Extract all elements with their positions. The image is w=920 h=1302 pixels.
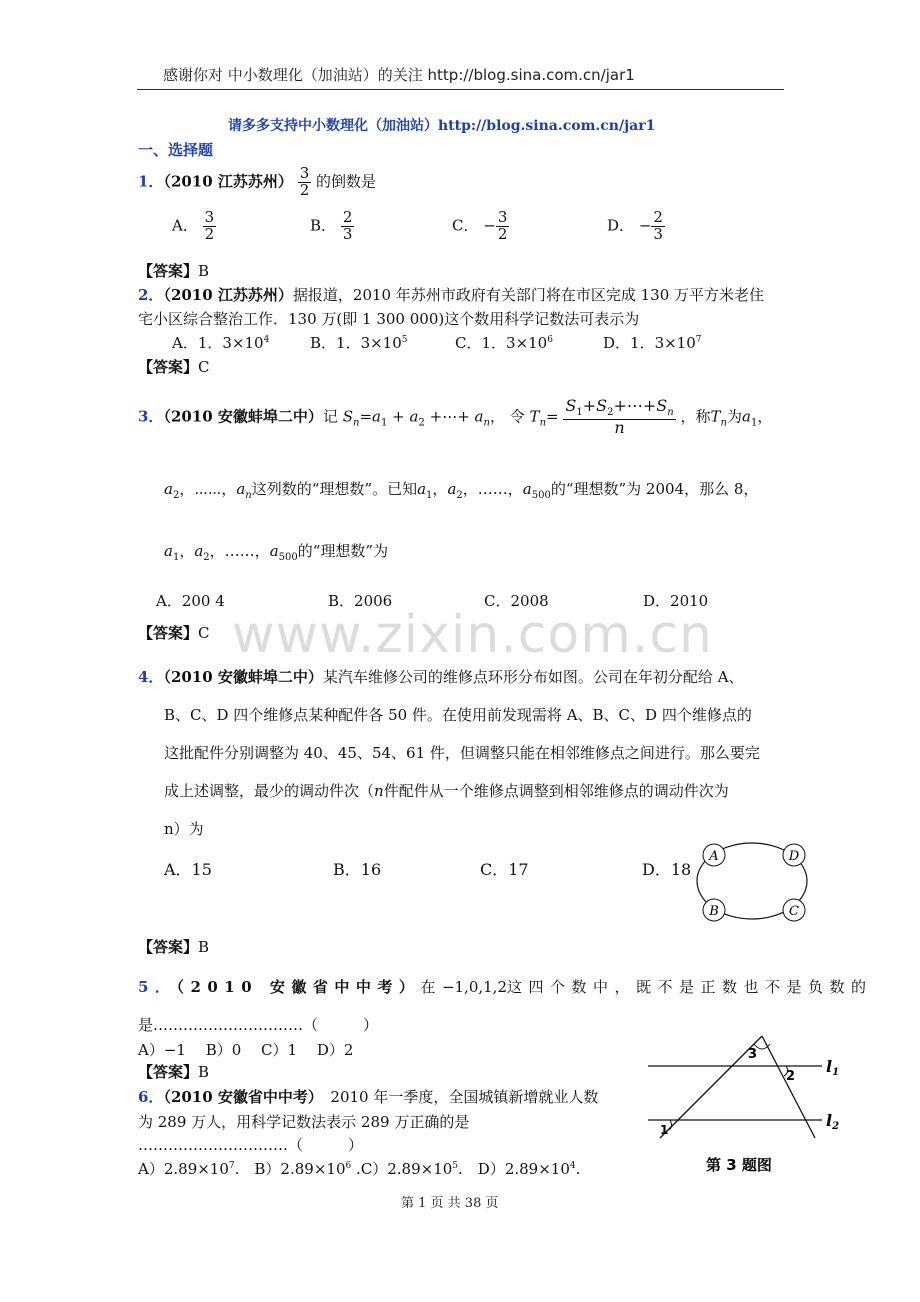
q6-opt-b-label: B）2.89×10 — [254, 1160, 346, 1178]
transversal-left — [660, 1036, 762, 1138]
page-header: 感谢你对 中小数理化（加油站）的关注 http://blog.sina.com.cn/jar1 — [163, 66, 635, 84]
q6-number: 6． — [138, 1088, 164, 1106]
q3-l2-a2: a — [164, 480, 173, 498]
q4-l4-post: 件配件从一个维修点调整到相邻维修点的调动件次为 — [383, 782, 729, 800]
q3-frac-dots: ⋯ — [626, 396, 643, 415]
node-c-label: C — [789, 904, 799, 919]
q3-l3-a2: a — [194, 542, 204, 560]
q2-opt-c-label: C．1．3×10 — [455, 334, 548, 352]
q3-frac-plus-3: + — [642, 396, 657, 415]
q3-pre: 记 — [322, 407, 338, 426]
header-rule — [137, 89, 784, 90]
q3-s-sub: n — [353, 417, 360, 429]
q2-answer-value: C — [198, 358, 210, 376]
q1-number: 1． — [138, 172, 164, 191]
q3-l3-t1: ， — [179, 542, 195, 560]
section-title: 一、选择题 — [138, 141, 214, 159]
q1-opt-d-label: D． — [607, 216, 635, 235]
q1-answer-label: 【答案】 — [138, 262, 199, 280]
q6-line-1: 2010 年一季度，全国城镇新增就业人数 — [315, 1088, 599, 1106]
parallel-lines-figure — [640, 1030, 850, 1180]
q5-line-2: 是…………………………（ ） — [138, 1016, 379, 1034]
q3-plus-3: + — [457, 407, 470, 426]
q3-t: T — [529, 407, 540, 426]
q1-opt-a-label: A． — [172, 216, 198, 235]
transversal-right — [762, 1036, 815, 1138]
q5-answer-label: 【答案】 — [138, 1063, 199, 1081]
q6-opt-c-tail: . D）2.89×10 — [458, 1160, 570, 1178]
q1-option-b — [310, 210, 354, 243]
q4-line-3: 这批配件分别调整为 40、45、54、61 件，但调整只能在相邻维修点之间进行。那么要完 — [164, 744, 760, 762]
question-1 — [138, 166, 376, 199]
q3-frac-s1: S — [565, 396, 577, 415]
q3-frac-s2-sub: 2 — [607, 407, 614, 419]
q3-l3-t3: 的“理想数”为 — [297, 542, 389, 560]
q3-option-a: A．200 4 — [156, 592, 225, 610]
q2-option-a — [172, 332, 269, 353]
q4-answer-label: 【答案】 — [138, 938, 199, 956]
q4-option-b: B．16 — [333, 860, 382, 879]
q1-answer — [138, 260, 209, 281]
angle-1-arc — [668, 1120, 672, 1130]
q1-option-d — [607, 210, 665, 243]
q3-a1-sub: 1 — [380, 417, 388, 429]
q4-line-2: B、C、D 四个维修点某种配件各 50 件。在使用前发现需将 A、B、C、D 四个维修点的 — [164, 706, 752, 724]
q4-option-a: A．15 — [164, 860, 212, 879]
q5-answer-value: B — [198, 1063, 210, 1081]
q4-option-c: C．17 — [480, 860, 529, 879]
q1-opt-a-den: 2 — [204, 224, 215, 243]
q3-source: （2010 安徽蚌埠二中） — [163, 407, 323, 426]
q1-opt-c-num: 3 — [497, 208, 508, 226]
q4-answer — [138, 936, 209, 957]
q2-opt-b-exp: 5 — [401, 335, 408, 345]
q3-answer-value: C — [198, 624, 210, 642]
q2-answer-label: 【答案】 — [138, 358, 199, 376]
q3-a1: a — [372, 407, 381, 426]
q4-l4-n: n — [374, 782, 384, 800]
q3-option-c: C．2008 — [484, 592, 549, 610]
q2-opt-b-label: B．1．3×10 — [310, 334, 402, 352]
q3-frac-s1-sub: 1 — [576, 407, 583, 419]
q3-l2-t4: ，……， — [462, 480, 523, 498]
q3-s: S — [342, 407, 353, 426]
q2-opt-a-label: A．1．3×10 — [172, 334, 264, 352]
q2-option-d — [603, 332, 702, 353]
q2-option-c — [455, 332, 553, 353]
angle-1-label: 1 — [660, 1123, 669, 1137]
q2-opt-d-label: D．1．3×10 — [603, 334, 696, 352]
q3-cheng: ，称 — [680, 407, 711, 426]
q5-options: A）−1 B）0 C）1 D）2 — [138, 1041, 354, 1059]
q3-frac-plus-2: + — [613, 396, 627, 415]
figure-caption: 第 3 题图 — [706, 1156, 772, 1174]
q6-line-3: …………………………（ ） — [138, 1136, 364, 1154]
q4-source: （2010 安徽蚌埠二中） — [163, 668, 323, 686]
q3-fraction — [563, 398, 675, 436]
q3-a1-2-sub: 1 — [750, 417, 758, 429]
q6-line-2: 为 289 万人，用科学记数法表示 289 万正确的是 — [138, 1113, 470, 1131]
node-a-label: A — [709, 849, 719, 864]
q2-opt-c-exp: 6 — [547, 335, 553, 345]
q3-a1-2: a — [741, 407, 751, 426]
q4-line-5: n）为 — [164, 820, 204, 838]
q3-l2-a500: a — [522, 480, 532, 498]
q4-answer-value: B — [198, 938, 210, 956]
q5-numbers: −1,0,1,2 — [441, 978, 507, 996]
q2-opt-a-exp: 4 — [263, 335, 270, 345]
q4-number: 4． — [138, 668, 164, 686]
q3-l2-an: a — [236, 480, 246, 498]
node-b-label: B — [709, 904, 719, 919]
q3-eq: = — [359, 407, 373, 426]
q3-a2: a — [409, 407, 419, 426]
q6-opt-c-exp: 5 — [452, 1161, 459, 1171]
q1-opt-d-den: 3 — [653, 224, 663, 243]
q1-opt-d-num: 2 — [653, 208, 663, 226]
q2-answer — [138, 356, 210, 377]
q3-l3-a1-sub: 1 — [172, 552, 180, 563]
q3-l3-a500: a — [269, 542, 279, 560]
q5-post: 这四个数中，既不是正数也不是负数的 — [506, 978, 873, 996]
q1-opt-a-num: 3 — [204, 208, 215, 226]
q1-frac-den: 2 — [299, 180, 310, 199]
q4-option-d: D．18 — [642, 860, 692, 879]
q3-frac-s2: S — [596, 396, 608, 415]
q3-number: 3． — [138, 407, 164, 426]
q3-frac-sn: S — [656, 396, 668, 415]
label-l2-letter: l — [826, 1111, 833, 1130]
q5-answer — [138, 1061, 209, 1082]
q3-l2-a500-sub: 500 — [531, 490, 551, 501]
q3-l2-t2: 这列数的“理想数”。已知 — [251, 480, 418, 498]
q1-option-c — [452, 210, 509, 243]
q3-wei: 为 — [726, 407, 742, 426]
q3-l3-t2: ，……， — [209, 542, 270, 560]
q6-options — [138, 1158, 580, 1179]
q1-opt-b-label: B． — [310, 216, 337, 235]
q4-l4-pre: 成上述调整，最少的调动件次（ — [164, 782, 375, 800]
ring-diagram — [692, 836, 812, 926]
q3-l2-a2b: a — [447, 480, 457, 498]
q3-an-sub: n — [483, 417, 490, 429]
q4-line-4 — [164, 780, 729, 801]
q1-fraction — [298, 166, 312, 199]
q3-answer — [138, 622, 210, 643]
q2-line-2: 宅小区综合整治工作．130 万(即 1 300 000)这个数用科学记数法可表示为 — [138, 310, 640, 328]
label-l1 — [826, 1057, 839, 1078]
q3-option-b: B．2006 — [328, 592, 393, 610]
q3-dots: ⋯ — [442, 407, 458, 426]
q3-plus-1: + — [392, 407, 405, 426]
page-footer: 第 1 页 共 38 页 — [401, 1196, 499, 1211]
q3-l2-t5: 的“理想数”为 2004，那么 8， — [550, 480, 759, 498]
question-3 — [138, 398, 772, 436]
q3-l2-t3: ， — [432, 480, 448, 498]
q3-comma-2: ， — [757, 407, 773, 426]
q1-text: 的倒数是 — [316, 172, 377, 191]
q5-pre: 在 — [420, 978, 442, 996]
q3-l2-an-sub: n — [245, 490, 252, 501]
q2-opt-d-exp: 7 — [695, 335, 702, 345]
q3-eq-2: = — [546, 407, 559, 426]
q1-source: （2010 江苏苏州） — [163, 172, 293, 191]
question-5 — [138, 976, 873, 997]
q1-answer-value: B — [198, 262, 210, 280]
q3-comma: ， — [489, 407, 505, 426]
q5-number: 5． — [138, 978, 177, 996]
q6-opt-b-exp: 6 — [345, 1161, 352, 1171]
question-4 — [138, 666, 744, 687]
q6-opt-a-tail: . — [234, 1160, 255, 1178]
q2-source: （2010 江苏苏州） — [163, 286, 293, 304]
q3-line-3 — [164, 540, 388, 563]
q2-option-b — [310, 332, 408, 353]
q3-a2-sub: 2 — [418, 417, 425, 429]
q4-line-1: 某汽车维修公司的维修点环形分布如图。公司在年初分配给 A、 — [322, 668, 744, 686]
q3-t-2-sub: n — [720, 417, 727, 429]
q3-t-sub: n — [539, 417, 547, 429]
question-2 — [138, 284, 764, 305]
q3-l3-a500-sub: 500 — [278, 552, 298, 563]
q2-line-1: 据报道，2010 年苏州市政府有关部门将在市区完成 130 万平方米老住 — [292, 286, 765, 304]
q3-frac-plus-1: + — [582, 396, 597, 415]
q3-frac-den: n — [614, 417, 625, 437]
banner-link[interactable]: 请多多支持中小数理化（加油站）http://blog.sina.com.cn/jar1 — [228, 118, 656, 134]
q5-source: （2010 安徽省中中考） — [176, 978, 421, 996]
q3-l3-a2-sub: 2 — [203, 552, 210, 563]
angle-2-label: 2 — [786, 1069, 796, 1084]
q1-option-a — [172, 210, 216, 243]
q3-ling: 令 — [509, 407, 525, 426]
node-d-label: D — [788, 849, 800, 864]
q3-l2-t1: ，⋯⋯， — [179, 480, 237, 498]
q6-opt-a-label: A）2.89×10 — [138, 1160, 229, 1178]
q6-opt-d-exp: 4 — [569, 1161, 576, 1171]
q6-opt-b-tail: .C）2.89×10 — [351, 1160, 453, 1178]
q3-l2-a2-sub: 2 — [172, 490, 180, 501]
watermark: www.zixin.com.cn — [232, 605, 713, 665]
label-l2 — [826, 1111, 839, 1132]
q1-opt-b-num: 2 — [342, 208, 353, 226]
q3-option-d: D．2010 — [643, 592, 709, 610]
angle-3-label: 3 — [748, 1047, 758, 1062]
q1-opt-c-den: 2 — [497, 224, 508, 243]
q3-line-2 — [164, 478, 758, 501]
q6-opt-d-tail: . — [575, 1160, 581, 1178]
q1-opt-c-sign: − — [483, 216, 496, 235]
q3-t-2: T — [710, 407, 721, 426]
label-l1-letter: l — [826, 1057, 833, 1076]
q1-opt-c-label: C． — [452, 216, 479, 235]
q3-answer-label: 【答案】 — [138, 624, 199, 642]
q3-an: a — [474, 407, 484, 426]
q3-l3-a1: a — [164, 542, 173, 560]
q6-opt-a-exp: 7 — [228, 1161, 235, 1171]
q3-plus-2: + — [429, 407, 443, 426]
q3-l2-a2b-sub: 2 — [456, 490, 463, 501]
q1-opt-d-sign: − — [638, 216, 652, 235]
q6-source: （2010 安徽省中中考） — [163, 1088, 316, 1106]
q2-number: 2． — [138, 286, 164, 304]
q3-l2-a1-sub: 1 — [426, 490, 433, 501]
label-l2-sub: 2 — [832, 1121, 840, 1132]
q3-frac-sn-sub: n — [667, 407, 674, 419]
question-6 — [138, 1086, 598, 1107]
q3-l2-a1: a — [417, 480, 427, 498]
q1-opt-b-den: 3 — [342, 224, 353, 243]
q1-frac-num: 3 — [299, 164, 310, 182]
label-l1-sub: 1 — [832, 1067, 840, 1078]
